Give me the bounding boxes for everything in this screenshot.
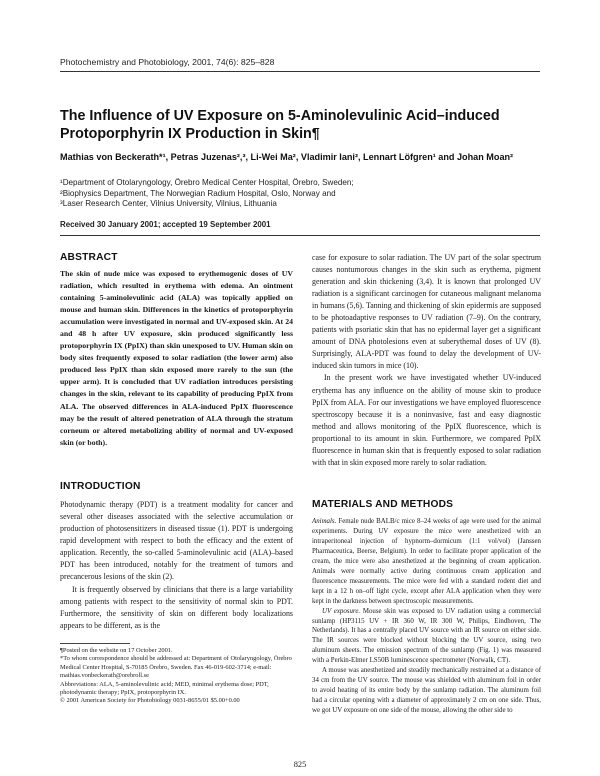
- affiliation: ²Biophysics Department, The Norwegian Radium Hospital, Oslo, Norway and: [60, 188, 336, 198]
- paragraph: Photodynamic therapy (PDT) is a treatment modality for cancer and several other diseases associated with the selective accumulation or production of photosensitizers in diseased tissue (1). PDT is undergoing rapid development with respect to both the efficacy and the extent of application. Recently, the so-called 5-aminolevulinic acid (ALA)–based PDT has been introduced, notably for the treatment of tumors and precancerous lesions of the skin (2).: [60, 500, 293, 582]
- journal-citation: Photochemistry and Photobiology, 2001, 74(6): 825–828: [60, 57, 275, 67]
- paragraph: case for exposure to solar radiation. The UV part of the solar spectrum causes nontumorous changes in the skin such as erythema, pigment generation and skin thickening (3,4). It is known that prolonged UV radiation is a significant carcinogen for cutaneous malignant melanoma in humans (5,6). Tanning and thickening of skin epidermis are supposed to be photoadaptive responses to UV radiation (7–9). On the contrary, patients with psoriatic skin that has no epidermal layer get a significant amount of DNA photolesions even at suberythemal doses of UV (8). Surprisingly, ALA-PDT was found to delay the development of UV-induced skin tumors in mice (10).: [312, 253, 541, 371]
- paragraph: UV exposure. Mouse skin was exposed to UV radiation using a commercial sunlamp (HP3115 UV + IR 360 W, IR 300 W, Philips, Eindhoven, The Netherlands). It has a centrally placed UV source with an IR source on either side. The IR sources were blocked without blocking the UV source, using two aluminum sheets. The emission spectrum of the sunlamp (Fig. 1) was measured with a Perkin-Elmer LS50B luminescence spectrometer (Norwalk, CT).: [312, 607, 541, 665]
- paragraph: In the present work we have investigated whether UV-induced erythema has any influence on the ability of mouse skin to produce PpIX from ALA. For our investigations we have employed fluorescence spectroscopy because it is a noninvasive, fast and easy diagnostic method and allows monitoring of the PpIX fluorescence, which is proportional to its amount in skin. Furthermore, we compared PpIX fluorescence in human skin that is frequently exposed to solar radiation with that in skin exposed more rarely to solar radiation.: [312, 373, 541, 467]
- footnote-rule: [60, 643, 130, 644]
- header-rule: [60, 71, 540, 72]
- subsection-lead: UV exposure.: [322, 607, 361, 615]
- footnote: ¶Posted on the website on 17 October 2001.: [60, 647, 173, 654]
- author-list: Mathias von Beckerath*¹, Petras Juzenas²,³, Li-Wei Ma², Vladimir Iani², Lennart Löfgren¹ and Johan Moan²: [60, 152, 514, 162]
- footnotes: [60, 647, 293, 706]
- affiliation: ¹Department of Otolaryngology, Örebro Medical Center Hospital, Örebro, Sweden;: [60, 178, 354, 187]
- title-block-rule: [60, 235, 540, 236]
- article-title: The Influence of UV Exposure on 5-Aminolevulinic Acid–induced Protoporphyrin IX Production in Skin¶: [60, 108, 500, 142]
- paragraph: A mouse was anesthetized and steadily mechanically restrained at a distance of 34 cm from the UV source. The mouse was shielded with aluminum foil in order to avoid heating of its entire body by the sunlamp radiation. The aluminum foil had a circular opening with a diameter of approximately 2 cm on one side. Thus, we got UV exposure on one side of the mouse, allowing the other side to: [312, 667, 541, 715]
- introduction-heading: INTRODUCTION: [60, 481, 141, 492]
- subsection-lead: Animals.: [312, 518, 337, 525]
- copyright-line: © 2001 American Society for Photobiology 0031-8655/01 $5.00+0.00: [60, 697, 240, 705]
- received-dates: Received 30 January 2001; accepted 19 September 2001: [60, 220, 271, 229]
- footnote: Abbreviations: ALA, 5-aminolevulinic acid; MED, minimal erythema dose; PDT, photodynamic therapy; PpIX, protoporphyrin IX.: [60, 680, 269, 697]
- paragraph: It is frequently observed by clinicians that there is a large variability among patients with respect to the sensitivity of normal skin to PDT. Furthermore, the sensitivity of skin on different body localizations appears to be different, as is the: [60, 585, 293, 631]
- paragraph: Animals. Female nude BALB/c mice 8–24 weeks of age were used for the animal experiments. During UV exposure the mice were anesthetized with an intraperitoneal injection of hypnorm–dormicum (1:1 vol/vol) (Janssen Pharmaceutica, Beerse, Belgium). In order to facilitate proper application of the cream, the mice were also anesthetized at the beginning of cream application. Animals were normally active during continuous cream application and fluorescence measurements. The mice were fed with a standard rodent diet and kept in a 12 h on–off light cycle, except after ALA application when they were kept in the darkness between spectroscopic measurements.: [312, 518, 541, 605]
- right-column-text: [312, 252, 541, 469]
- page-number: 825: [293, 760, 307, 769]
- abstract-text: The skin of nude mice was exposed to erythemogenic doses of UV radiation, which resulted in erythema with edema. An ointment containing 5-aminolevulinic acid (ALA) was topically applied on mouse and human skin. Differences in the kinetics of protoporphyrin accumulation were investigated in normal and UV-exposed skin. At 24 and 48 h after UV exposure, skin produced significantly less protoporphyrin IX (PpIX) than skin unexposed to UV. Human skin on body sites frequently exposed to solar radiation (the lower arm) also produced less PpIX than skin exposed more rarely to the sun (the upper arm). It is concluded that UV radiation introduces persisting changes in the skin, relevant to its capability of producing PpIX from ALA. The observed differences in ALA-induced PpIX fluorescence may be the result of altered penetration of ALA through the stratum corneum or altered metabolizing ability of normal and UV-exposed skin (or both).: [60, 269, 293, 447]
- footnote: *To whom correspondence should be addressed at: Department of Otolaryngology, Örebro Medical Center Hospital, S-70185 Örebro, Sweden. Fax 46-019-602-3714; e-mail: mathias.vonbeckerath@orebroll.se: [60, 655, 292, 680]
- introduction-body: [60, 499, 293, 633]
- methods-heading: MATERIALS AND METHODS: [312, 499, 454, 510]
- methods-body: [312, 517, 541, 716]
- affiliation: ³Laser Research Center, Vilnius University, Vilnius, Lithuania: [60, 199, 277, 209]
- affiliations: [60, 178, 540, 210]
- abstract-heading: ABSTRACT: [60, 252, 118, 263]
